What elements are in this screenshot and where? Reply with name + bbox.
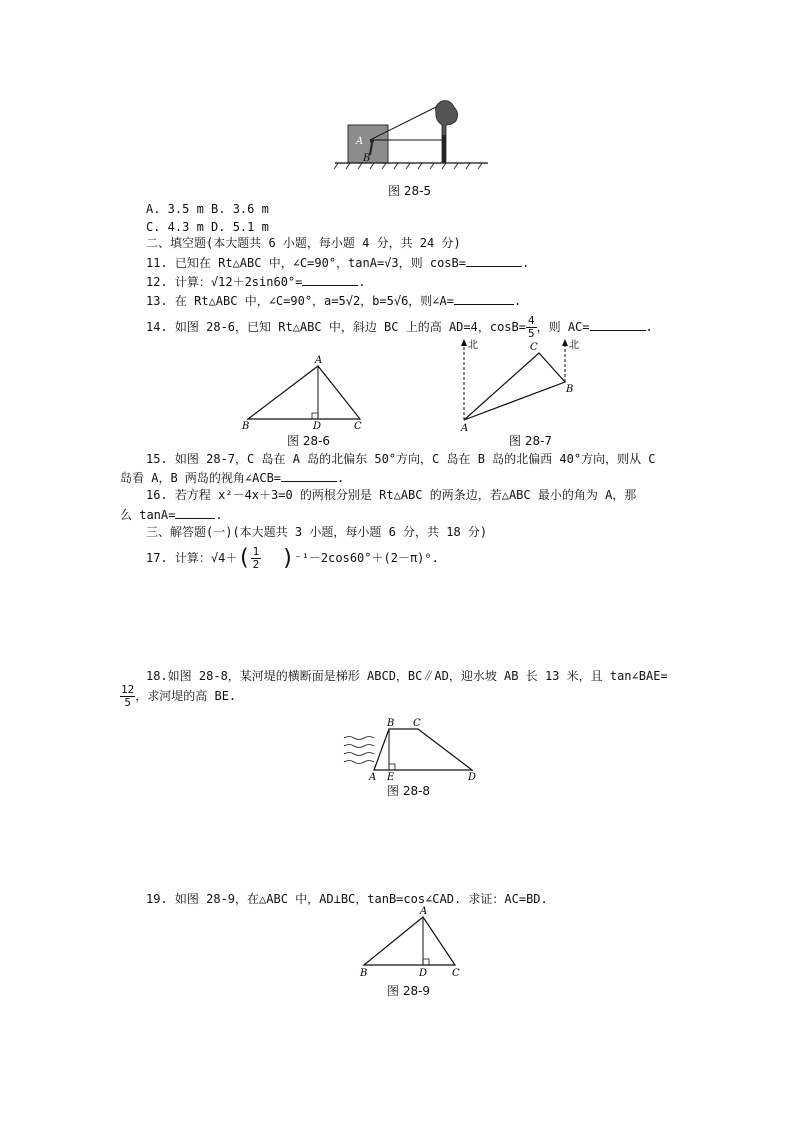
question-14-pre: 14. 如图 28-6，已知 Rt△ABC 中，斜边 BC 上的高 AD=4，cosB= bbox=[146, 320, 526, 334]
question-15-line-1: 15. 如图 28-7，C 岛在 A 岛的北偏东 50°方向，C 岛在 B 岛的北偏西 40°方向，则从 C bbox=[146, 452, 656, 466]
figure-28-5-caption: 图 28-5 bbox=[388, 184, 432, 198]
fig27-north-a: 北 bbox=[468, 340, 478, 351]
figure-28-7 bbox=[455, 336, 585, 434]
answer-blank-12[interactable] bbox=[302, 273, 358, 286]
figure-28-7-caption: 图 28-7 bbox=[509, 434, 553, 448]
answer-blank-16[interactable] bbox=[175, 506, 215, 519]
question-18-line-1: 18.如图 28-8，某河堤的横断面是梯形 ABCD，BC∥AD，迎水坡 AB 长 13 米，且 tan∠BAE= bbox=[146, 669, 668, 683]
figure-28-6 bbox=[238, 352, 370, 432]
fig29-label-c: C bbox=[452, 968, 460, 979]
question-17: 17. 计算：√4＋( $\frac{1}{2}$ )⁻¹－2cos60°＋(2－π)⁰. bbox=[146, 545, 439, 571]
fig28-label-a: A bbox=[369, 772, 377, 783]
question-18-den: 5 bbox=[124, 696, 131, 709]
fig27-north-b: 北 bbox=[569, 340, 579, 351]
fig29-label-d: D bbox=[419, 968, 428, 979]
question-13: 13. 在 Rt△ABC 中，∠C=90°，a=5√2，b=5√6，则∠A= . bbox=[146, 294, 522, 308]
fig27-label-c: C bbox=[530, 342, 538, 353]
fig27-label-b: B bbox=[566, 384, 574, 395]
fig28-label-c: C bbox=[413, 718, 421, 729]
fig26-label-c: C bbox=[354, 421, 362, 432]
fig25-label-a: A bbox=[356, 136, 364, 147]
answer-blank-14[interactable] bbox=[590, 318, 646, 331]
figure-28-9 bbox=[356, 903, 468, 981]
question-14-post: ，则 AC= bbox=[536, 320, 590, 334]
question-12-text: 12. 计算：√12＋2sin60°= bbox=[146, 275, 303, 289]
fig25-label-b: B bbox=[363, 153, 371, 164]
answer-blank-15[interactable] bbox=[281, 469, 337, 482]
choice-line-1: A. 3.5 m B. 3.6 m bbox=[146, 202, 269, 216]
question-14-den: 5 bbox=[527, 327, 535, 340]
question-15-text: 岛看 A，B 两岛的视角∠ACB= bbox=[120, 471, 282, 485]
fig26-label-a: A bbox=[315, 355, 323, 366]
question-18-text-2: ，求河堤的高 BE. bbox=[135, 689, 237, 703]
figure-28-8 bbox=[340, 714, 486, 784]
question-17-den: 2 bbox=[252, 558, 260, 571]
question-17-post: ⁻¹－2cos60°＋(2－π)⁰. bbox=[294, 551, 439, 565]
question-18-line-2 bbox=[120, 684, 236, 709]
choice-line-2: C. 4.3 m D. 5.1 m bbox=[146, 220, 269, 234]
question-14-num: 4 bbox=[527, 314, 535, 327]
fig29-label-b: B bbox=[360, 968, 368, 979]
question-18-num: 12 bbox=[121, 683, 135, 696]
answer-blank-11[interactable] bbox=[466, 254, 522, 267]
section-2-title: 二、填空题(本大题共 6 小题，每小题 4 分，共 24 分) bbox=[146, 236, 461, 250]
figure-28-5 bbox=[330, 95, 490, 175]
question-16-text: 么 tanA= bbox=[120, 508, 176, 522]
question-14: 14. 如图 28-6，已知 Rt△ABC 中，斜边 BC 上的高 AD=4，cosB= $\frac{4}{5}$ ，则 AC= . bbox=[146, 314, 653, 340]
fig26-label-b: B bbox=[242, 421, 250, 432]
figure-28-8-caption: 图 28-8 bbox=[387, 784, 431, 798]
question-16-line-2: 么 tanA= . bbox=[120, 508, 223, 522]
figure-28-6-caption: 图 28-6 bbox=[287, 434, 331, 448]
fig28-label-b: B bbox=[387, 718, 395, 729]
question-11: 11. 已知在 Rt△ABC 中，∠C=90°，tanA=√3，则 cosB= . bbox=[146, 256, 530, 270]
question-13-text: 13. 在 Rt△ABC 中，∠C=90°，a=5√2，b=5√6，则∠A= bbox=[146, 294, 454, 308]
question-15-line-2: 岛看 A，B 两岛的视角∠ACB= . bbox=[120, 471, 345, 485]
answer-blank-13[interactable] bbox=[454, 292, 514, 305]
question-16-line-1: 16. 若方程 x²－4x＋3=0 的两根分别是 Rt△ABC 的两条边，若△ABC 最小的角为 A，那 bbox=[146, 488, 637, 502]
fig29-label-a: A bbox=[420, 906, 428, 917]
fig28-label-d: D bbox=[468, 772, 477, 783]
fig28-label-e: E bbox=[387, 772, 395, 783]
fig26-label-d: D bbox=[313, 421, 322, 432]
fig27-label-a: A bbox=[461, 423, 469, 434]
figure-28-9-caption: 图 28-9 bbox=[387, 984, 431, 998]
question-17-pre: 17. 计算：√4＋ bbox=[146, 551, 238, 565]
question-17-num: 1 bbox=[252, 545, 260, 558]
question-19: 19. 如图 28-9，在△ABC 中，AD⊥BC，tanB=cos∠CAD. 求证：AC=BD. bbox=[146, 892, 548, 906]
section-3-title: 三、解答题(一)(本大题共 3 小题，每小题 6 分，共 18 分) bbox=[146, 525, 488, 539]
question-12: 12. 计算：√12＋2sin60°= . bbox=[146, 275, 366, 289]
question-11-text: 11. 已知在 Rt△ABC 中，∠C=90°，tanA=√3，则 cosB= bbox=[146, 256, 466, 270]
